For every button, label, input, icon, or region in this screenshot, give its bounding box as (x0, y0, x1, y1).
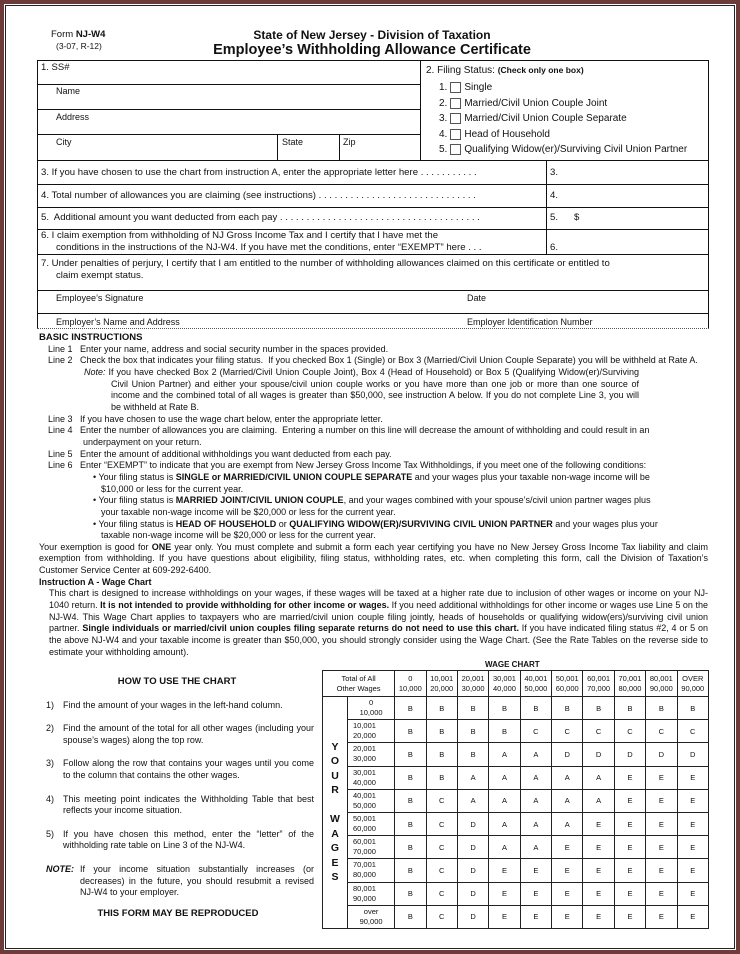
step-number: 2) (46, 723, 55, 734)
employee-signature-field[interactable]: Employee’s Signature (56, 293, 144, 303)
column-header (520, 671, 551, 697)
rate-cell: D (457, 812, 488, 835)
rate-cell: A (489, 836, 520, 859)
text: G (330, 842, 340, 855)
step-text: Follow along the row that contains your wages until you come to the column that contains the other wages. (63, 758, 314, 780)
rate-cell: A (552, 766, 583, 789)
condition-2 (39, 495, 659, 518)
filing-status-label: 2. Filing Status: (426, 65, 495, 76)
reproduce-notice: THIS FORM MAY BE REPRODUCED (97, 908, 259, 919)
rate-cell: E (677, 812, 708, 835)
rate-cell: B (395, 882, 426, 905)
rate-cell: C (677, 720, 708, 743)
rate-cell: B (426, 766, 457, 789)
text-bold: Single individuals or married/civil union couples filing separate returns do not need to use this chart. (82, 623, 519, 634)
text: 40,001 (353, 790, 376, 800)
text: E (331, 856, 339, 869)
text: 50,000 (353, 800, 376, 810)
form-prefix: Form (51, 29, 74, 40)
rate-cell: A (489, 789, 520, 812)
text: 20,001 (353, 744, 376, 754)
rate-cell: A (583, 789, 614, 812)
column-header (395, 671, 426, 697)
rate-cell: E (583, 882, 614, 905)
rate-cell: E (677, 859, 708, 882)
filing-status-option-4[interactable] (439, 129, 550, 140)
text: 10,001 (430, 673, 454, 683)
text: 10,000 (359, 708, 383, 718)
text: 80,000 (353, 870, 376, 880)
how-to-step (40, 700, 314, 712)
rate-cell: C (426, 789, 457, 812)
option-number: 4. (439, 128, 448, 140)
instr-line-6: Line 6 Enter “EXEMPT” to indicate that you are exempt from New Jersey Gross Income Tax Withholdings, if you meet one of the following conditions: (48, 460, 647, 471)
cut-line (37, 328, 709, 329)
rate-cell: B (395, 836, 426, 859)
text: 70,001 (618, 673, 642, 683)
address-field[interactable]: Address (56, 112, 90, 122)
rate-cell: A (520, 789, 551, 812)
rate-cell: C (426, 812, 457, 835)
rate-cell: B (489, 720, 520, 743)
text: 40,000 (492, 683, 516, 693)
rate-cell: E (677, 766, 708, 789)
text-bold: QUALIFYING WIDOW(ER)/SURVIVING CIVIL UNION PARTNER (289, 518, 553, 529)
line-3-label: 3. If you have chosen to use the chart from instruction A, enter the appropriate letter here . . . . . . . . . . . (41, 167, 477, 178)
text: 50,001 (555, 673, 579, 683)
corner-header (323, 671, 395, 697)
rate-cell: E (552, 836, 583, 859)
text-bold: MARRIED JOINT/CIVIL UNION COUPLE (175, 495, 344, 506)
rate-cell: E (646, 812, 677, 835)
form-version: (3-07, R-12) (56, 41, 102, 51)
rate-cell: E (646, 905, 677, 928)
how-to-title: HOW TO USE THE CHART (117, 676, 237, 687)
line-5-input[interactable]: 5. $ (550, 212, 580, 223)
rate-cell: D (457, 836, 488, 859)
divider (37, 184, 709, 185)
form-id: NJ-W4 (75, 29, 106, 40)
note-label: Note: (84, 366, 106, 377)
instr-line-4: Line 4 Enter the number of allowances you are claiming. Entering a number on this line will decrease the amount of withholding and could result in an underpayment on your return. (48, 425, 652, 447)
row-header (348, 812, 395, 835)
text: 90,000 (353, 893, 376, 903)
text: 70,000 (353, 847, 376, 857)
text: 80,000 (618, 683, 642, 693)
checkbox[interactable] (450, 113, 461, 124)
rate-cell: E (646, 766, 677, 789)
filing-status-option-5[interactable] (439, 144, 687, 155)
date-field[interactable]: Date (467, 293, 487, 303)
rate-cell: B (583, 697, 614, 720)
city-field[interactable]: City (56, 137, 72, 147)
rate-cell: C (426, 882, 457, 905)
instruction-a-text (39, 588, 708, 658)
rate-cell: E (583, 836, 614, 859)
rate-cell: A (457, 766, 488, 789)
row-header (348, 859, 395, 882)
rate-cell: D (614, 743, 645, 766)
text: R (331, 784, 339, 797)
rate-cell: E (552, 905, 583, 928)
text: over (363, 906, 379, 916)
text: 40,000 (353, 777, 376, 787)
rate-cell: B (457, 720, 488, 743)
row-header (348, 882, 395, 905)
agency-name: State of New Jersey - Division of Taxation (253, 28, 491, 42)
rate-cell: B (395, 859, 426, 882)
form-title: Employee’s Withholding Allowance Certificate (213, 42, 531, 58)
rate-cell: E (583, 859, 614, 882)
how-to-step (40, 723, 314, 746)
rate-cell: A (520, 743, 551, 766)
rate-cell: B (395, 812, 426, 835)
rate-cell: E (677, 882, 708, 905)
rate-cell: B (614, 697, 645, 720)
rate-cell: B (426, 720, 457, 743)
rate-cell: E (489, 859, 520, 882)
row-header (348, 836, 395, 859)
text: and your wages plus your taxable non-wage income will be $20,000 or less for the current year. (101, 518, 658, 541)
rate-cell: A (489, 812, 520, 835)
text: 60,000 (353, 824, 376, 834)
text: 90,000 (681, 683, 705, 693)
rate-cell: C (552, 720, 583, 743)
rate-cell: B (395, 743, 426, 766)
rate-cell: B (395, 905, 426, 928)
filing-status-heading (426, 65, 584, 76)
rate-cell: C (426, 905, 457, 928)
step-number: 1) (46, 699, 55, 710)
line-5-label: 5. Additional amount you want deducted from each pay . . . . . . . . . . . . . . . . . . . . . . . . . . . . . . . . . . . . . . (41, 212, 480, 223)
rate-cell: B (552, 697, 583, 720)
text: 10,001 (353, 721, 376, 731)
rate-cell: D (552, 743, 583, 766)
line-6-label-b: conditions in the instructions of the NJ-W4. If you have met the conditions, enter “EXEMPT” here . . . (56, 242, 482, 253)
option-number: 1. (439, 82, 448, 93)
rate-cell: A (520, 836, 551, 859)
rate-cell: B (395, 766, 426, 789)
rate-cell: C (583, 720, 614, 743)
rate-cell: B (646, 697, 677, 720)
divider (37, 313, 709, 314)
rate-cell: C (426, 836, 457, 859)
rate-cell: C (646, 720, 677, 743)
rate-cell: E (677, 789, 708, 812)
filing-status-option-1[interactable] (439, 82, 492, 93)
option-label: Single (464, 82, 493, 93)
rate-cell: B (457, 743, 488, 766)
text: 80,001 (353, 883, 376, 893)
how-to-use-chart (40, 676, 314, 911)
step-text: Find the amount of the total for all other wages (including your spouse’s wages) along the top row. (63, 723, 314, 745)
divider (420, 60, 421, 160)
text: 60,000 (555, 683, 579, 693)
employer-name-field[interactable]: Employer’s Name and Address (56, 317, 180, 327)
text: and your wages plus your taxable non-wage income will be $10,000 or less for the current year. (101, 471, 650, 494)
text: 60,001 (353, 837, 376, 847)
option-number: 3. (439, 113, 448, 124)
rate-cell: D (457, 905, 488, 928)
text: 30,001 (353, 767, 376, 777)
text: 30,001 (492, 673, 516, 683)
instruction-a-heading: Instruction A - Wage Chart (39, 576, 152, 587)
rate-cell: E (677, 836, 708, 859)
checkbox[interactable] (450, 82, 461, 93)
rate-cell: D (677, 743, 708, 766)
rate-cell: E (614, 836, 645, 859)
rate-cell: A (552, 789, 583, 812)
divider (37, 84, 420, 85)
text: 90,000 (359, 916, 383, 926)
rate-cell: E (489, 905, 520, 928)
note-text: If you have checked Box 2 (Married/Civil Union Couple Joint), Box 4 (Head of Household) or Box 5 (Qualifying Widow(er)/Surviving Civil Union Partner) and either your spouse/civil union couple works or you have more than one job or more than one source of income and the combined total of all wages is greater than $50,000, see instruction A below. If you do not complete Line 3, you will be withheld at Rate B. (105, 366, 639, 412)
text: O (330, 755, 340, 768)
zip-field[interactable]: Zip (343, 137, 356, 147)
rate-cell: E (552, 882, 583, 905)
rate-cell: E (646, 836, 677, 859)
filing-status-hint: (Check only one box) (497, 65, 584, 75)
option-label: Head of Household (464, 128, 550, 140)
rate-cell: E (646, 882, 677, 905)
checkbox[interactable] (450, 98, 461, 109)
line-3-input[interactable]: 3. (550, 167, 559, 178)
divider (339, 134, 340, 160)
option-number: 5. (439, 144, 448, 155)
rate-cell: E (614, 882, 645, 905)
rate-cell: B (395, 789, 426, 812)
step-text: If you have chosen this method, enter the “letter” of the withholding rate table on Line 3 of the NJ-W4. (63, 828, 314, 851)
column-header (457, 671, 488, 697)
rate-cell: B (457, 697, 488, 720)
step-number: 5) (46, 828, 55, 839)
column-header (614, 671, 645, 697)
rate-cell: A (489, 743, 520, 766)
step-text: This meeting point indicates the Withholding Table that best reflects your income situation. (63, 793, 314, 816)
text: 20,000 (430, 683, 454, 693)
option-number: 2. (439, 97, 448, 109)
text: This chart is designed to increase withholdings on your wages, if these wages will be taxed at a higher rate due to inclusion of other wages or income on your NJ-1040 return. (49, 588, 708, 611)
rate-cell: C (426, 859, 457, 882)
text: or (276, 518, 290, 529)
rate-cell: E (520, 882, 551, 905)
checkbox[interactable] (450, 129, 461, 140)
name-field[interactable]: Name (56, 86, 81, 96)
instr-note (39, 367, 639, 414)
text: Y (331, 740, 339, 753)
column-header (552, 671, 583, 697)
rate-cell: C (520, 720, 551, 743)
rate-cell: E (614, 766, 645, 789)
text: 20,001 (461, 673, 485, 683)
instr-line-5: Line 5 Enter the amount of additional withholdings you want deducted from each pay. (48, 448, 392, 459)
state-field[interactable]: State (282, 137, 304, 147)
text: A (331, 827, 339, 840)
note-label: NOTE: (46, 863, 74, 874)
text: OVER (682, 673, 704, 683)
how-to-note (40, 864, 314, 899)
wage-chart-table (322, 670, 709, 929)
instr-line-1: Line 1 Enter your name, address and social security number in the spaces provided. (48, 343, 389, 354)
rate-cell: E (677, 905, 708, 928)
rate-cell: D (457, 882, 488, 905)
rate-cell: E (583, 905, 614, 928)
rate-cell: A (489, 766, 520, 789)
rate-cell: B (489, 697, 520, 720)
rate-cell: E (552, 859, 583, 882)
divider (37, 290, 709, 291)
divider (37, 134, 420, 135)
column-header (583, 671, 614, 697)
line-4-label: 4. Total number of allowances you are claiming (see instructions) . . . . . . . . . . . . . . . . . . . . . . . . . . . . . . (41, 190, 476, 201)
column-header (489, 671, 520, 697)
text: Total of All (341, 673, 376, 683)
ein-field[interactable]: Employer Identification Number (467, 317, 593, 327)
text: 0 (368, 698, 374, 708)
column-header (426, 671, 457, 697)
condition-1 (39, 472, 659, 495)
text: 60,001 (587, 673, 611, 683)
line-7-label-b: claim exempt status. (56, 270, 144, 281)
row-header (348, 720, 395, 743)
text: Your exemption is good for (39, 541, 152, 552)
option-label: Married/Civil Union Couple Separate (464, 113, 627, 124)
text: 40,001 (524, 673, 548, 683)
text: W (330, 813, 340, 826)
checkbox[interactable] (450, 144, 461, 155)
rate-cell: D (646, 743, 677, 766)
how-to-step (40, 794, 314, 817)
text: 70,001 (353, 860, 376, 870)
basic-instructions (39, 332, 708, 658)
text: U (331, 769, 339, 782)
rate-cell: A (520, 812, 551, 835)
how-to-step (40, 829, 314, 852)
rate-cell: D (457, 859, 488, 882)
text: Other Wages (336, 683, 381, 693)
text-bold: ONE (151, 541, 172, 552)
step-number: 4) (46, 793, 55, 804)
text: , and your wages combined with your spouse’s/civil union partner wages plus your taxable non-wage income will be $20,000 or less for the current year. (101, 495, 651, 517)
text: • Your filing status is (93, 495, 176, 506)
rate-cell: B (426, 697, 457, 720)
rate-cell: E (583, 812, 614, 835)
filing-status-option-3[interactable] (439, 113, 627, 124)
text: • Your filing status is (93, 518, 176, 529)
your-wages-label (323, 697, 348, 929)
text: 50,000 (524, 683, 548, 693)
option-label: Married/Civil Union Couple Joint (464, 97, 608, 109)
divider (37, 109, 420, 110)
step-text: Find the amount of your wages in the left-hand column. (63, 699, 283, 710)
column-header (677, 671, 708, 697)
rate-cell: E (614, 789, 645, 812)
rate-cell: E (646, 859, 677, 882)
line-6-label-a: 6. I claim exemption from withholding of NJ Gross Income Tax and I certify that I have met the (41, 230, 439, 241)
instr-line-2: Line 2 Check the box that indicates your filing status. If you checked Box 1 (Single) or Box 3 (Married/Civil Union Couple Separate) you will be withheld at Rate A. (48, 355, 698, 366)
rate-cell: E (614, 859, 645, 882)
text: 20,000 (353, 731, 376, 741)
text: 0 (408, 673, 413, 683)
row-header (348, 697, 395, 720)
text: • Your filing status is (93, 471, 176, 482)
text: year only. You must complete and submit a form each year certifying you have no New Jersey Gross Income Tax liability and claim exemption from withholding. If you have questions about eligibility, filing status, withholding rates, etc. when completing this form, call the Division of Taxation’s Customer Service Center at 609-292-6400. (39, 541, 708, 576)
rate-cell: E (614, 812, 645, 835)
text: 50,001 (353, 814, 376, 824)
condition-3 (39, 519, 659, 542)
text: 10,000 (398, 683, 422, 693)
rate-cell: E (614, 905, 645, 928)
text-bold: SINGLE or MARRIED/CIVIL UNION COUPLE SEPARATE (175, 471, 413, 482)
rate-cell: A (583, 766, 614, 789)
rate-cell: A (520, 766, 551, 789)
rate-cell: B (395, 720, 426, 743)
rate-cell: B (395, 697, 426, 720)
text: 30,000 (461, 683, 485, 693)
instructions-heading: BASIC INSTRUCTIONS (39, 332, 143, 343)
rate-cell: C (614, 720, 645, 743)
line-6-input[interactable]: 6. (550, 242, 559, 253)
text: S (331, 871, 339, 884)
rate-cell: B (677, 697, 708, 720)
divider (277, 134, 278, 160)
rate-cell: E (520, 859, 551, 882)
option-label: Qualifying Widow(er)/Surviving Civil Union Partner (464, 144, 688, 155)
rate-cell: A (552, 812, 583, 835)
text: If you have indicated filing status #2, 4 or 5 on the above NJ-W4 and your taxable income is greater than $50,000, you should strongly consider using the Wage Chart. (See the Rate Tables on the reverse side to estimate your withholding amount). (49, 623, 708, 657)
instr-line-3: Line 3 If you have chosen to use the wage chart below, enter the appropriate letter. (48, 413, 383, 424)
rate-cell: B (426, 743, 457, 766)
row-header (348, 766, 395, 789)
rate-cell: B (520, 697, 551, 720)
step-number: 3) (46, 758, 55, 769)
line-4-input[interactable]: 4. (550, 190, 559, 201)
text: 70,000 (587, 683, 611, 693)
text: 30,000 (353, 754, 376, 764)
text-bold: HEAD OF HOUSEHOLD (175, 518, 277, 529)
rate-cell: D (583, 743, 614, 766)
how-to-step (40, 758, 314, 781)
row-header (348, 743, 395, 766)
rate-cell: A (457, 789, 488, 812)
wage-chart-title: WAGE CHART (485, 660, 540, 669)
exemption-note (0, 542, 708, 577)
text: 80,001 (649, 673, 673, 683)
text: If you need additional withholdings for other income or wages use Line 5 on the NJ-W4. This Wage Chart applies to taxpayers who are married/civil union couple filing jointly, heads of households or qualifying widow(ers)/surviving civil union partner. (49, 600, 708, 634)
rate-cell: E (520, 905, 551, 928)
rate-cell: E (489, 882, 520, 905)
note-text: If your income situation substantially increases (or decreases) in the future, you should resubmit a revised NJ-W4 to your employer. (80, 863, 314, 898)
row-header (348, 905, 395, 928)
rate-cell: E (646, 789, 677, 812)
divider (37, 207, 709, 208)
divider (37, 160, 709, 161)
text: 90,000 (649, 683, 673, 693)
row-header (348, 789, 395, 812)
line-7-label-a: 7. Under penalties of perjury, I certify that I am entitled to the number of withholding allowances claimed on this certificate or entitled to (41, 258, 610, 269)
text-bold: It is not intended to provide withholding for other income or wages. (100, 600, 390, 611)
column-header (646, 671, 677, 697)
filing-status-option-2[interactable] (439, 98, 607, 109)
ssn-field[interactable]: 1. SS# (41, 62, 70, 73)
